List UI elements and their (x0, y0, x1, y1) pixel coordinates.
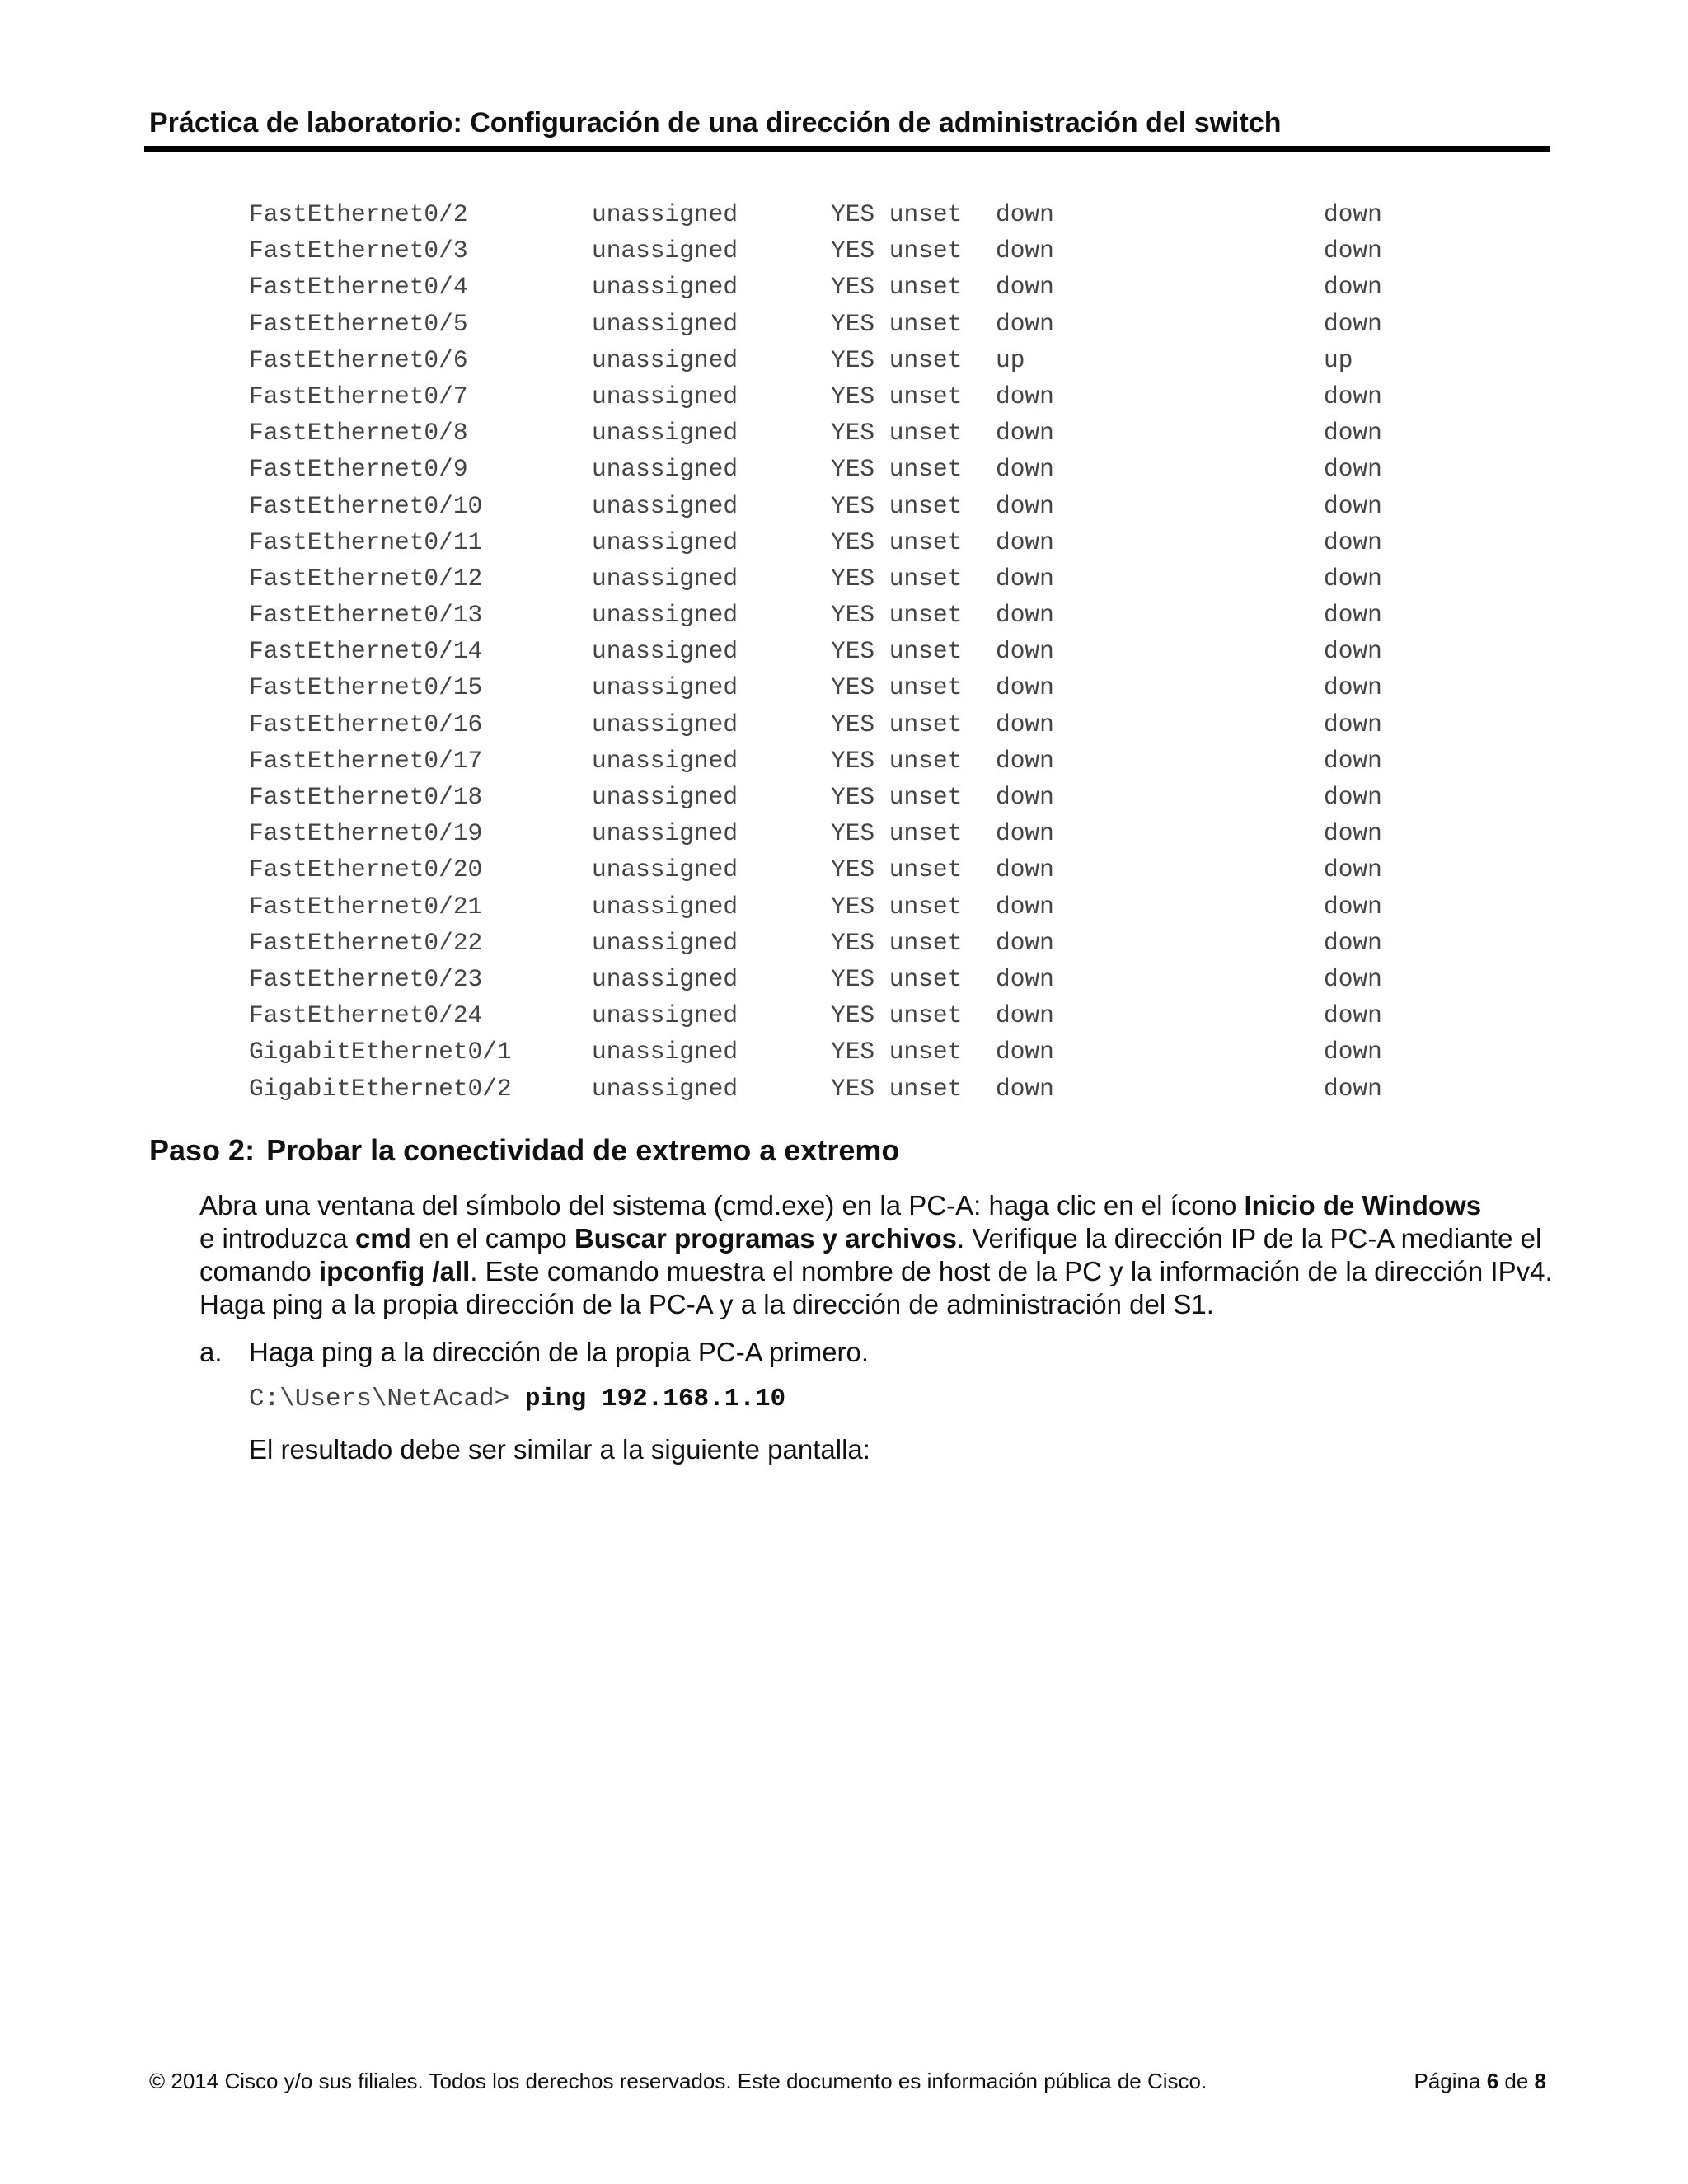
terminal-row (249, 560, 1568, 597)
protocol-status: down (1324, 964, 1382, 993)
ok-method: YES unset (831, 964, 963, 993)
protocol-status: down (1324, 637, 1382, 666)
paragraph-bold-search-field: Buscar programas y archivos (574, 1223, 957, 1254)
paragraph-bold-windows-start: Inicio de Windows (1244, 1190, 1482, 1221)
step-number: Paso 2: (149, 1133, 256, 1167)
ok-method: YES unset (831, 382, 963, 410)
link-status: down (996, 200, 1054, 228)
interface-name: GigabitEthernet0/1 (249, 1038, 512, 1066)
protocol-status: down (1324, 928, 1382, 957)
interface-name: FastEthernet0/2 (249, 200, 468, 228)
link-status: down (996, 237, 1054, 265)
ip-address: unassigned (592, 491, 738, 520)
paragraph-bold-ipconfig: ipconfig /all (318, 1256, 471, 1286)
ip-address: unassigned (592, 309, 738, 338)
ok-method: YES unset (831, 564, 963, 593)
ok-method: YES unset (831, 783, 963, 811)
ip-address: unassigned (592, 200, 738, 228)
interface-name: FastEthernet0/23 (249, 964, 483, 993)
interface-name: FastEthernet0/24 (249, 1001, 483, 1030)
ok-method: YES unset (831, 855, 963, 884)
ip-address: unassigned (592, 928, 738, 957)
link-status: down (996, 673, 1054, 702)
ip-address: unassigned (592, 855, 738, 884)
ip-address: unassigned (592, 892, 738, 921)
link-status: down (996, 564, 1054, 593)
terminal-row (249, 743, 1568, 779)
interface-name: FastEthernet0/8 (249, 419, 468, 448)
link-status: down (996, 455, 1054, 484)
ip-address: unassigned (592, 273, 738, 302)
paragraph-text: en el campo (410, 1223, 574, 1254)
ok-method: YES unset (831, 1001, 963, 1030)
ip-address: unassigned (592, 819, 738, 848)
interface-name: FastEthernet0/7 (249, 382, 468, 410)
protocol-status: down (1324, 419, 1382, 448)
terminal-row (249, 633, 1568, 669)
link-status: down (996, 928, 1054, 957)
interface-name: FastEthernet0/22 (249, 928, 483, 957)
terminal-row (249, 669, 1568, 705)
protocol-status: down (1324, 200, 1382, 228)
footer-page-number (1414, 2069, 1547, 2094)
interface-name: FastEthernet0/19 (249, 819, 483, 848)
ip-address: unassigned (592, 1074, 738, 1103)
ok-method: YES unset (831, 1074, 963, 1103)
protocol-status: down (1324, 783, 1382, 811)
ip-address: unassigned (592, 419, 738, 448)
interface-name: FastEthernet0/14 (249, 637, 483, 666)
paragraph-text: Abra una ventana del símbolo del sistema (cmd.exe) en la PC-A: haga clic en el ícono (199, 1190, 1245, 1221)
ok-method: YES unset (831, 309, 963, 338)
link-status: up (996, 345, 1025, 374)
paragraph-text: e introduzca (199, 1223, 355, 1254)
link-status: down (996, 637, 1054, 666)
ok-method: YES unset (831, 892, 963, 921)
paragraph-text: . Verifique la dirección IP de la PC-A mediante el comando (199, 1223, 1542, 1286)
step-title: Probar la conectividad de extremo a extremo (266, 1133, 900, 1167)
interface-name: FastEthernet0/20 (249, 855, 483, 884)
ip-address: unassigned (592, 783, 738, 811)
ok-method: YES unset (831, 200, 963, 228)
ok-method: YES unset (831, 273, 963, 302)
interface-name: FastEthernet0/15 (249, 673, 483, 702)
link-status: down (996, 382, 1054, 410)
interface-name: FastEthernet0/17 (249, 746, 483, 775)
protocol-status: down (1324, 273, 1382, 302)
interface-name: FastEthernet0/16 (249, 710, 483, 738)
link-status: down (996, 892, 1054, 921)
terminal-row (249, 779, 1568, 815)
link-status: down (996, 601, 1054, 630)
command-prompt: C:\Users\NetAcad> (249, 1385, 525, 1413)
header-divider (144, 146, 1550, 152)
interface-name: FastEthernet0/5 (249, 309, 468, 338)
interface-name: FastEthernet0/13 (249, 601, 483, 630)
interface-name: FastEthernet0/12 (249, 564, 483, 593)
terminal-row (249, 1033, 1568, 1070)
terminal-row (249, 1071, 1568, 1107)
terminal-row (249, 342, 1568, 378)
interface-name: FastEthernet0/18 (249, 783, 483, 811)
protocol-status: down (1324, 491, 1382, 520)
link-status: down (996, 710, 1054, 738)
interface-name: FastEthernet0/10 (249, 491, 483, 520)
protocol-status: down (1324, 819, 1382, 848)
interface-status-output (249, 196, 1568, 1107)
terminal-row (249, 706, 1568, 743)
list-marker: a. (199, 1337, 223, 1367)
page-current: 6 (1486, 2069, 1499, 2093)
ok-method: YES unset (831, 746, 963, 775)
ip-address: unassigned (592, 237, 738, 265)
command-text: ping 192.168.1.10 (524, 1385, 786, 1413)
protocol-status: down (1324, 710, 1382, 738)
terminal-row (249, 524, 1568, 560)
ok-method: YES unset (831, 673, 963, 702)
terminal-row (249, 306, 1568, 342)
protocol-status: down (1324, 564, 1382, 593)
link-status: down (996, 491, 1054, 520)
protocol-status: down (1324, 746, 1382, 775)
terminal-row (249, 851, 1568, 888)
ip-address: unassigned (592, 746, 738, 775)
ok-method: YES unset (831, 419, 963, 448)
list-item-text: Haga ping a la dirección de la propia PC-A primero. (249, 1337, 870, 1367)
ok-method: YES unset (831, 491, 963, 520)
terminal-row (249, 815, 1568, 851)
terminal-row (249, 961, 1568, 997)
ip-address: unassigned (592, 673, 738, 702)
ip-address: unassigned (592, 527, 738, 556)
ok-method: YES unset (831, 601, 963, 630)
interface-name: FastEthernet0/9 (249, 455, 468, 484)
link-status: down (996, 964, 1054, 993)
protocol-status: down (1324, 1001, 1382, 1030)
ip-address: unassigned (592, 564, 738, 593)
page-header-title: Práctica de laboratorio: Configuración de una dirección de administración del switch (149, 107, 1282, 138)
instruction-paragraph (199, 1189, 1559, 1321)
page-total: 8 (1534, 2069, 1546, 2093)
terminal-row (249, 597, 1568, 633)
paragraph-bold-cmd: cmd (354, 1223, 411, 1254)
link-status: down (996, 855, 1054, 884)
protocol-status: down (1324, 527, 1382, 556)
interface-name: FastEthernet0/6 (249, 345, 468, 374)
terminal-row (249, 997, 1568, 1033)
ip-address: unassigned (592, 1001, 738, 1030)
ip-address: unassigned (592, 964, 738, 993)
ip-address: unassigned (592, 1038, 738, 1066)
page-of: de (1498, 2069, 1535, 2093)
link-status: down (996, 783, 1054, 811)
terminal-row (249, 888, 1568, 925)
ok-method: YES unset (831, 455, 963, 484)
link-status: down (996, 309, 1054, 338)
interface-name: FastEthernet0/11 (249, 527, 483, 556)
interface-name: FastEthernet0/21 (249, 892, 483, 921)
protocol-status: down (1324, 601, 1382, 630)
protocol-status: up (1324, 345, 1353, 374)
protocol-status: down (1324, 382, 1382, 410)
terminal-row (249, 378, 1568, 415)
link-status: down (996, 419, 1054, 448)
step-heading (149, 1133, 899, 1168)
ok-method: YES unset (831, 819, 963, 848)
result-description: El resultado debe ser similar a la siguiente pantalla: (249, 1434, 870, 1465)
ok-method: YES unset (831, 928, 963, 957)
interface-name: FastEthernet0/4 (249, 273, 468, 302)
interface-name: FastEthernet0/3 (249, 237, 468, 265)
ip-address: unassigned (592, 710, 738, 738)
protocol-status: down (1324, 673, 1382, 702)
ok-method: YES unset (831, 1038, 963, 1066)
terminal-row (249, 415, 1568, 451)
link-status: down (996, 746, 1054, 775)
protocol-status: down (1324, 855, 1382, 884)
footer-copyright: © 2014 Cisco y/o sus filiales. Todos los derechos reservados. Este documento es información pública de Cisco. (149, 2069, 1207, 2093)
protocol-status: down (1324, 237, 1382, 265)
ip-address: unassigned (592, 382, 738, 410)
page-label: Página (1414, 2069, 1487, 2093)
ok-method: YES unset (831, 345, 963, 374)
terminal-row (249, 925, 1568, 961)
link-status: down (996, 273, 1054, 302)
terminal-row (249, 196, 1568, 232)
terminal-row (249, 269, 1568, 305)
ok-method: YES unset (831, 527, 963, 556)
link-status: down (996, 1038, 1054, 1066)
ip-address: unassigned (592, 345, 738, 374)
ok-method: YES unset (831, 710, 963, 738)
link-status: down (996, 819, 1054, 848)
protocol-status: down (1324, 1074, 1382, 1103)
paragraph-text: . Este comando muestra el nombre de host de la PC y la información de la dirección IPv4. Haga ping a la propia dirección de la PC-A y a la dirección de administración del S1. (199, 1256, 1553, 1319)
ok-method: YES unset (831, 637, 963, 666)
ip-address: unassigned (592, 637, 738, 666)
protocol-status: down (1324, 1038, 1382, 1066)
protocol-status: down (1324, 892, 1382, 921)
interface-name: GigabitEthernet0/2 (249, 1074, 512, 1103)
terminal-row (249, 451, 1568, 487)
protocol-status: down (1324, 455, 1382, 484)
ip-address: unassigned (592, 601, 738, 630)
link-status: down (996, 1074, 1054, 1103)
link-status: down (996, 1001, 1054, 1030)
ip-address: unassigned (592, 455, 738, 484)
link-status: down (996, 527, 1054, 556)
terminal-row (249, 488, 1568, 524)
protocol-status: down (1324, 309, 1382, 338)
command-example (249, 1385, 785, 1413)
ok-method: YES unset (831, 237, 963, 265)
terminal-row (249, 232, 1568, 269)
